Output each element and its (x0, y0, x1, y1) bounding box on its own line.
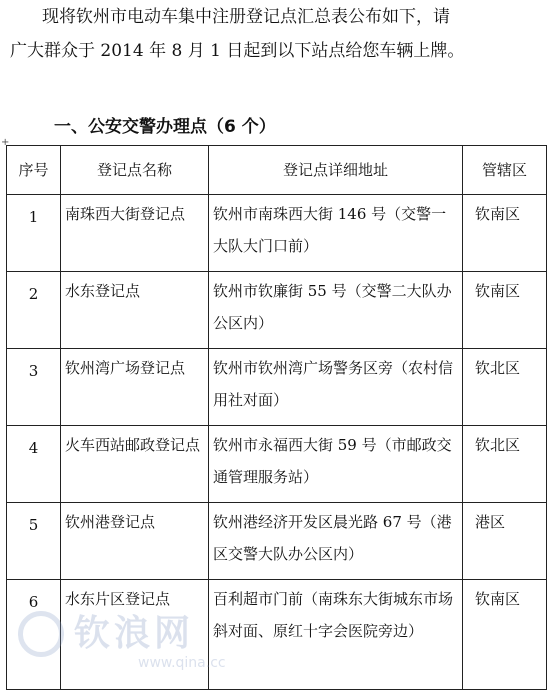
row-district: 钦北区 (463, 349, 547, 426)
row-district: 钦北区 (463, 426, 547, 503)
row-name: 水东片区登记点 (61, 580, 209, 690)
row-address: 钦州市南珠西大街 146 号（交警一大队大门口前） (209, 195, 463, 272)
row-district: 钦南区 (463, 580, 547, 690)
table-row (7, 272, 547, 349)
table-row (7, 503, 547, 580)
row-name: 钦州港登记点 (61, 503, 209, 580)
row-index: 1 (7, 195, 61, 272)
row-index: 2 (7, 272, 61, 349)
table-header-row (7, 146, 547, 195)
watermark-text: 钦浪网 (74, 613, 195, 654)
row-index: 6 (7, 580, 61, 690)
section-heading: 一、公安交警办理点（6 个） (54, 117, 276, 137)
row-district: 钦南区 (463, 272, 547, 349)
row-address: 钦州市永福西大街 59 号（市邮政交通管理服务站） (209, 426, 463, 503)
edge-anchor-icon: + (1, 137, 10, 148)
intro-line-2: 广大群众于 2014 年 8 月 1 日起到以下站点给您车辆上牌。 (10, 41, 465, 61)
intro-line-1: 现将钦州市电动车集中注册登记点汇总表公布如下，请 (42, 7, 450, 27)
row-address: 钦州港经济开发区晨光路 67 号（港区交警大队办公区内） (209, 503, 463, 580)
row-address: 百利超市门前（南珠东大街城东市场斜对面、原红十字会医院旁边） (209, 580, 463, 690)
header-index: 序号 (7, 146, 61, 195)
header-address: 登记点详细地址 (209, 146, 463, 195)
registration-points-table (6, 145, 547, 690)
watermark-url: www.qina.cc (138, 655, 226, 671)
row-index: 5 (7, 503, 61, 580)
table-row (7, 195, 547, 272)
row-name: 钦州湾广场登记点 (61, 349, 209, 426)
row-name: 南珠西大街登记点 (61, 195, 209, 272)
row-name: 水东登记点 (61, 272, 209, 349)
table-row (7, 580, 547, 690)
row-index: 3 (7, 349, 61, 426)
row-address: 钦州市钦州湾广场警务区旁（农村信用社对面） (209, 349, 463, 426)
row-name: 火车西站邮政登记点 (61, 426, 209, 503)
header-name: 登记点名称 (61, 146, 209, 195)
table-row (7, 426, 547, 503)
table-row (7, 349, 547, 426)
row-district: 钦南区 (463, 195, 547, 272)
header-district: 管辖区 (463, 146, 547, 195)
row-index: 4 (7, 426, 61, 503)
row-district: 港区 (463, 503, 547, 580)
row-address: 钦州市钦廉街 55 号（交警二大队办公区内） (209, 272, 463, 349)
